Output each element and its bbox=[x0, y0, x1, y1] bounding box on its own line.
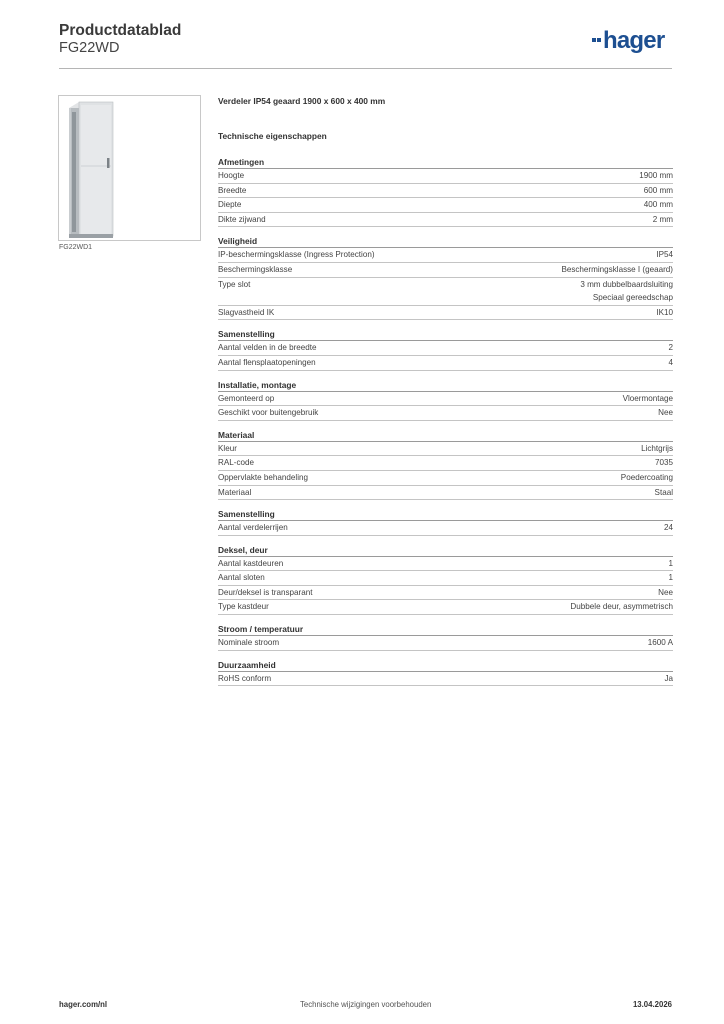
properties-table bbox=[218, 156, 673, 694]
property-row bbox=[218, 248, 673, 263]
property-value: 1 bbox=[668, 558, 673, 568]
property-value-cell bbox=[279, 636, 673, 650]
property-row bbox=[218, 306, 673, 321]
property-section bbox=[218, 508, 673, 536]
property-value: Dubbele deur, asymmetrisch bbox=[570, 602, 673, 612]
property-value-cell bbox=[246, 184, 673, 198]
property-value: Nee bbox=[658, 587, 673, 597]
footer-date: 13.04.2026 bbox=[632, 1000, 672, 1009]
property-row bbox=[218, 442, 673, 457]
property-row bbox=[218, 169, 673, 184]
property-label: RAL-code bbox=[218, 458, 254, 468]
property-value-cell bbox=[316, 356, 673, 370]
property-value-cell bbox=[269, 600, 673, 614]
property-value-cell bbox=[251, 486, 673, 500]
property-row bbox=[218, 571, 673, 586]
property-label: Nominale stroom bbox=[218, 638, 280, 648]
product-image bbox=[58, 95, 201, 241]
property-row bbox=[218, 278, 673, 306]
logo-text: hager bbox=[603, 27, 665, 54]
property-row bbox=[218, 406, 673, 421]
page-title: Productdatablad bbox=[59, 22, 182, 39]
properties-title: Technische eigenschappen bbox=[218, 131, 327, 141]
property-label: Materiaal bbox=[218, 487, 252, 497]
property-row bbox=[218, 356, 673, 371]
section-title: Veiligheid bbox=[218, 235, 673, 248]
property-row bbox=[218, 486, 673, 501]
property-label: Diepte bbox=[218, 200, 242, 210]
property-row bbox=[218, 263, 673, 278]
property-label: Oppervlakte behandeling bbox=[218, 472, 308, 482]
property-section bbox=[218, 659, 673, 687]
property-row bbox=[218, 213, 673, 228]
property-label: Dikte zijwand bbox=[218, 214, 266, 224]
product-code: FG22WD bbox=[59, 40, 120, 56]
property-label: Beschermingsklasse bbox=[218, 264, 293, 274]
property-value-cell bbox=[244, 169, 673, 183]
property-value: 7035 bbox=[654, 458, 673, 468]
property-value: Vloermontage bbox=[622, 393, 673, 403]
property-value-secondary: Speciaal gereedschap bbox=[592, 293, 673, 303]
property-section bbox=[218, 623, 673, 651]
property-value: 24 bbox=[663, 523, 673, 533]
property-row bbox=[218, 456, 673, 471]
property-value: Beschermingsklasse I (geaard) bbox=[561, 264, 673, 274]
property-row bbox=[218, 600, 673, 615]
property-value: Staal bbox=[654, 487, 673, 497]
property-section bbox=[218, 235, 673, 320]
cabinet-illustration bbox=[59, 96, 200, 240]
product-title: Verdeler IP54 geaard 1900 x 600 x 400 mm bbox=[218, 96, 386, 106]
property-row bbox=[218, 672, 673, 687]
property-row bbox=[218, 341, 673, 356]
property-label: Gemonteerd op bbox=[218, 393, 275, 403]
property-value-cell bbox=[274, 306, 673, 320]
property-row bbox=[218, 557, 673, 572]
footer-website[interactable]: hager.com/nl bbox=[59, 1000, 108, 1009]
property-value-cell bbox=[288, 521, 673, 535]
property-label: Type kastdeur bbox=[218, 602, 269, 612]
property-value: 2 mm bbox=[652, 214, 673, 224]
section-title: Materiaal bbox=[218, 429, 673, 442]
property-value: Lichtgrijs bbox=[641, 443, 673, 453]
section-title: Afmetingen bbox=[218, 156, 673, 169]
image-caption: FG22WD1 bbox=[59, 244, 93, 251]
property-value: 3 mm dubbelbaardsluiting bbox=[580, 279, 673, 289]
section-title: Stroom / temperatuur bbox=[218, 623, 673, 636]
property-value-cell bbox=[292, 263, 673, 277]
property-label: Aantal verdelerrijen bbox=[218, 523, 288, 533]
property-value: 2 bbox=[668, 343, 673, 353]
property-value: IK10 bbox=[656, 307, 673, 317]
property-label: Geschikt voor buitengebruik bbox=[218, 408, 319, 418]
hager-logo bbox=[592, 27, 664, 55]
section-title: Samenstelling bbox=[218, 508, 673, 521]
property-value: 1900 mm bbox=[639, 171, 673, 180]
property-label: IP-beschermingsklasse (Ingress Protection) bbox=[218, 250, 375, 260]
section-title: Samenstelling bbox=[218, 328, 673, 341]
section-title: Installatie, montage bbox=[218, 379, 673, 392]
property-value-cell bbox=[375, 248, 673, 262]
property-row bbox=[218, 471, 673, 486]
property-value-cell bbox=[312, 586, 673, 600]
property-label: RoHS conform bbox=[218, 673, 272, 683]
property-value-cell bbox=[283, 557, 673, 571]
property-value: IP54 bbox=[656, 250, 673, 260]
property-value-cell bbox=[266, 213, 673, 227]
property-row bbox=[218, 184, 673, 199]
property-value-cell bbox=[250, 278, 673, 305]
property-label: Deur/deksel is transparant bbox=[218, 587, 313, 597]
footer-disclaimer: Technische wijzigingen voorbehouden bbox=[300, 1000, 432, 1009]
property-value-cell bbox=[274, 392, 673, 406]
property-label: Aantal sloten bbox=[218, 573, 265, 583]
property-label: Aantal flensplaatopeningen bbox=[218, 357, 316, 367]
property-value-cell bbox=[317, 341, 673, 355]
property-value-cell bbox=[265, 571, 673, 585]
property-value-cell bbox=[308, 471, 673, 485]
property-value: Poedercoating bbox=[620, 472, 673, 482]
property-value-cell bbox=[241, 198, 673, 212]
property-value: Nee bbox=[658, 408, 673, 418]
property-value: 400 mm bbox=[643, 200, 673, 210]
property-row bbox=[218, 392, 673, 407]
section-title: Duurzaamheid bbox=[218, 659, 673, 672]
property-value: 4 bbox=[668, 357, 673, 367]
header-divider bbox=[59, 68, 672, 69]
property-section bbox=[218, 544, 673, 615]
property-value: Ja bbox=[664, 673, 673, 683]
property-row bbox=[218, 521, 673, 536]
property-value: 600 mm bbox=[643, 185, 673, 195]
property-value-cell bbox=[237, 442, 673, 456]
property-label: Type slot bbox=[218, 279, 251, 289]
property-section bbox=[218, 429, 673, 500]
property-row bbox=[218, 198, 673, 213]
property-section bbox=[218, 328, 673, 370]
section-title: Deksel, deur bbox=[218, 544, 673, 557]
property-label: Slagvastheid IK bbox=[218, 307, 275, 317]
property-row bbox=[218, 586, 673, 601]
property-section bbox=[218, 156, 673, 227]
property-value-cell bbox=[254, 456, 673, 470]
property-label: Hoogte bbox=[218, 171, 245, 180]
property-label: Kleur bbox=[218, 443, 237, 453]
property-value-cell bbox=[271, 672, 673, 686]
property-label: Breedte bbox=[218, 185, 247, 195]
property-label: Aantal velden in de breedte bbox=[218, 343, 317, 353]
property-label: Aantal kastdeuren bbox=[218, 558, 284, 568]
property-section bbox=[218, 379, 673, 421]
property-value: 1600 A bbox=[647, 638, 673, 648]
property-value-cell bbox=[318, 406, 673, 420]
property-row bbox=[218, 636, 673, 651]
property-value: 1 bbox=[668, 573, 673, 583]
